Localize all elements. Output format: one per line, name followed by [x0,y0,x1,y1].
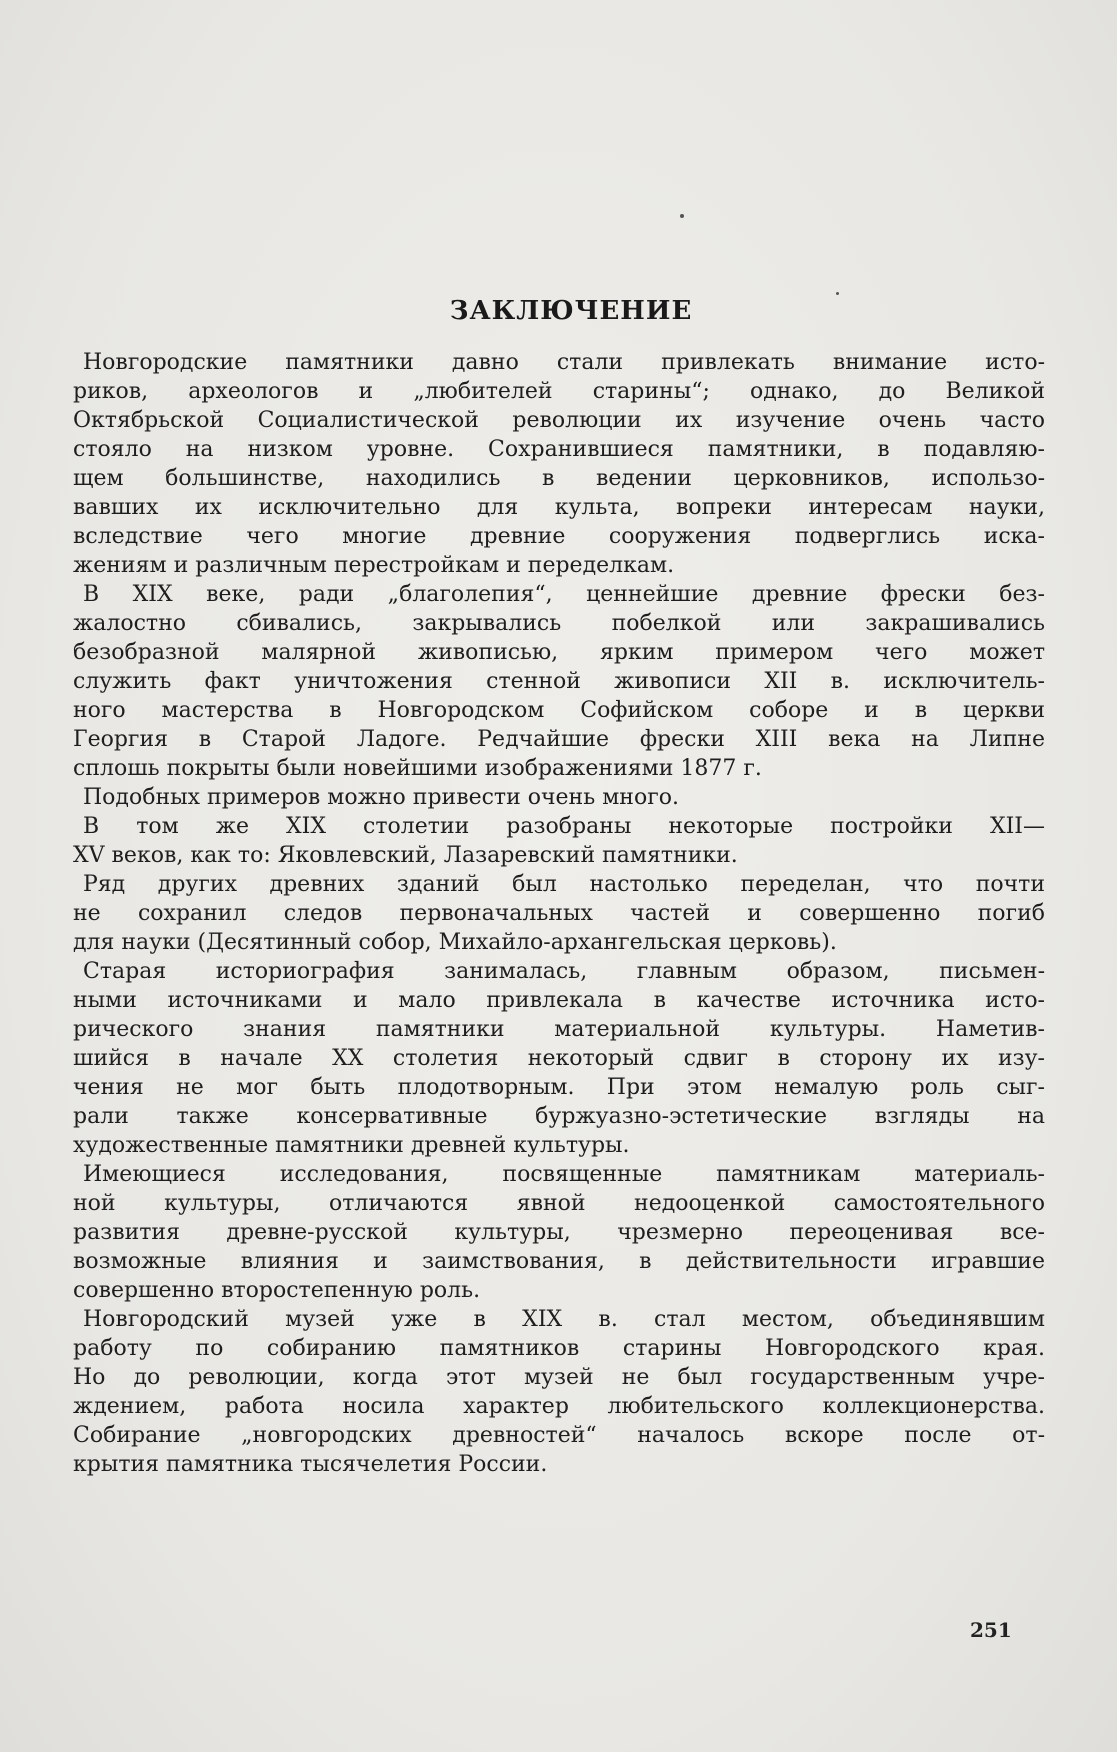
chapter-heading: ЗАКЛЮЧЕНИЕ [449,296,693,326]
text-line: служить факт уничтожения стенной живописи XII в. исключитель- [73,669,1045,694]
text-line: ными источниками и мало привлекала в качестве источника исто- [73,988,1045,1013]
paragraph [73,1160,1045,1305]
text-line: Подобных примеров можно привести очень много. [83,785,679,810]
paragraph [73,783,1045,812]
text-line: чения не мог быть плодотворным. При этом немалую роль сыг- [73,1075,1045,1100]
ink-speck [680,214,684,218]
text-line: В XIX веке, ради „благолепия“, ценнейшие древние фрески без- [83,582,1045,607]
paragraph [73,957,1045,1160]
text-line: ной культуры, отличаются явной недооценкой самостоятельного [73,1191,1045,1216]
text-line: шийся в начале XX столетия некоторый сдвиг в сторону их изу- [73,1046,1045,1071]
paragraph [73,1305,1045,1479]
text-line: сплошь покрыты были новейшими изображениями 1877 г. [73,756,762,781]
text-line: художественные памятники древней культуры. [73,1133,630,1158]
text-line: Старая историография занималась, главным образом, письмен- [83,959,1045,984]
text-line: ждением, работа носила характер любительского коллекционерства. [73,1394,1045,1419]
paragraph [73,870,1045,957]
page-number: 251 [970,1618,1012,1642]
text-line: жалостно сбивались, закрывались побелкой или закрашивались [73,611,1045,636]
text-line: развития древне-русской культуры, чрезмерно переоценивая все- [73,1220,1045,1245]
text-line: Новгородские памятники давно стали привлекать внимание исто- [83,350,1045,375]
text-line: риков, археологов и „любителей старины“; однако, до Великой [73,379,1045,404]
text-line: стояло на низком уровне. Сохранившиеся памятники, в подавляю- [73,437,1045,462]
text-line: Имеющиеся исследования, посвященные памятникам материаль- [83,1162,1045,1187]
text-line: В том же XIX столетии разобраны некоторые постройки XII— [83,814,1045,839]
text-line: для науки (Десятинный собор, Михайло-архангельская церковь). [73,930,837,955]
text-line: Новгородский музей уже в XIX в. стал местом, объединявшим [83,1307,1045,1332]
text-line: Собирание „новгородских древностей“ началось вскоре после от- [73,1423,1045,1448]
text-line: Но до революции, когда этот музей не был государственным учре- [73,1365,1045,1390]
text-line: жениям и различным перестройкам и переделкам. [73,553,675,578]
text-line: Георгия в Старой Ладоге. Редчайшие фрески XIII века на Липне [73,727,1045,752]
text-line: Ряд других древних зданий был настолько переделан, что почти [83,872,1045,897]
text-line: Октябрьской Социалистической революции их изучение очень часто [73,408,1045,433]
page-content [73,296,1045,1479]
text-line: рического знания памятники материальной культуры. Наметив- [73,1017,1045,1042]
text-line: не сохранил следов первоначальных частей и совершенно погиб [73,901,1045,926]
text-line: вавших их исключительно для культа, вопреки интересам науки, [73,495,1045,520]
text-line: возможные влияния и заимствования, в действительности игравшие [73,1249,1045,1274]
text-line: ного мастерства в Новгородском Софийском соборе и в церкви [73,698,1045,723]
ink-speck [836,292,839,295]
text-line: крытия памятника тысячелетия России. [73,1452,548,1477]
text-line: XV веков, как то: Яковлевский, Лазаревский памятники. [73,843,738,868]
paragraph [73,812,1045,870]
text-line: рали также консервативные буржуазно-эстетические взгляды на [73,1104,1045,1129]
paragraph [73,348,1045,580]
text-line: безобразной малярной живописью, ярким примером чего может [73,640,1045,665]
text-line: щем большинстве, находились в ведении церковников, использо- [73,466,1045,491]
text-line: совершенно второстепенную роль. [73,1278,481,1303]
text-line: работу по собиранию памятников старины Новгородского края. [73,1336,1045,1361]
text-line: вследствие чего многие древние сооружения подверглись иска- [73,524,1045,549]
paragraph [73,580,1045,783]
